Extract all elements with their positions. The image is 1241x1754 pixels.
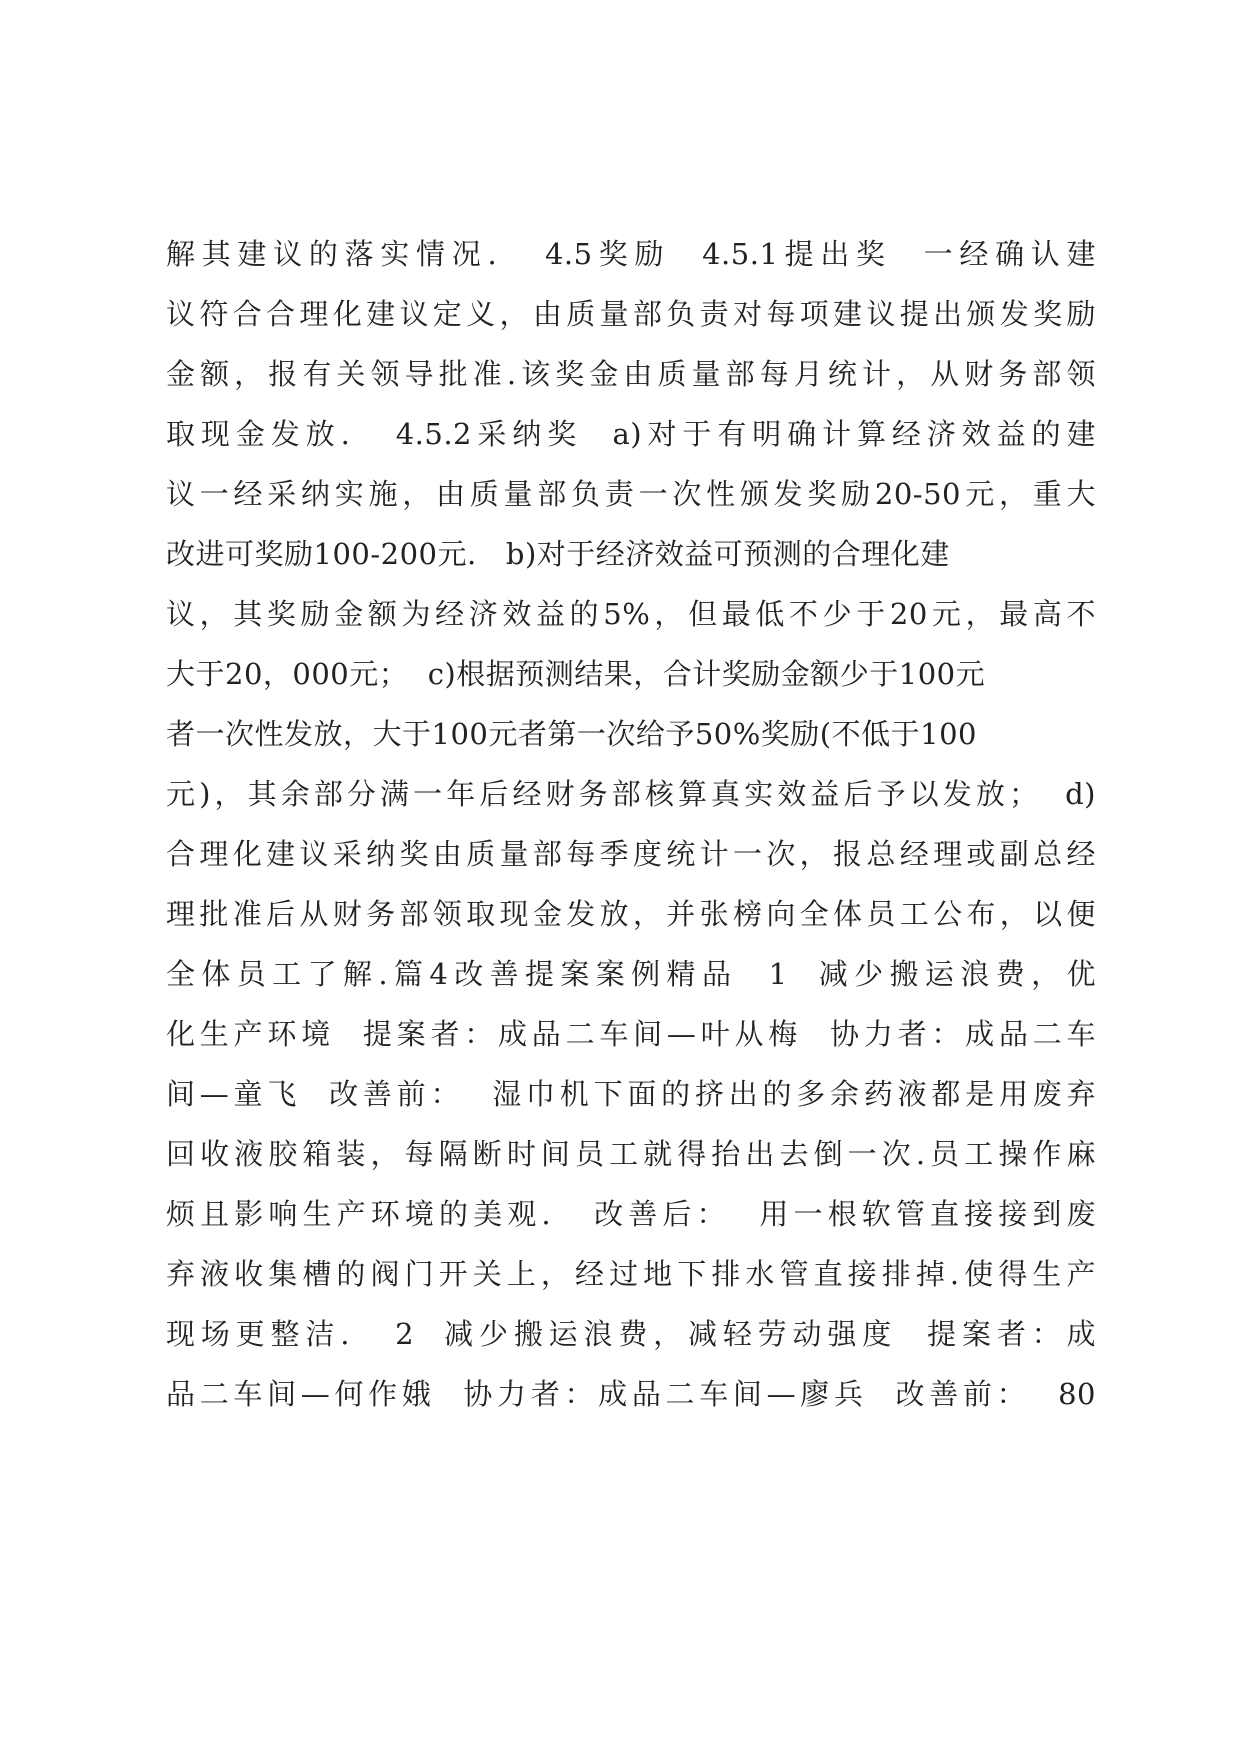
text-line: 金额，报有关领导批准.该奖金由质量部每月统计，从财务部领 xyxy=(166,357,1096,391)
text-line: 取现金发放. 4.5.2采纳奖 a)对于有明确计算经济效益的建 xyxy=(166,417,1096,451)
text-line: 现场更整洁. 2 减少搬运浪费，减轻劳动强度 提案者：成 xyxy=(166,1317,1096,1351)
text-line: 者一次性发放，大于100元者第一次给予50%奖励(不低于100 xyxy=(166,717,977,751)
text-line: 议一经采纳实施，由质量部负责一次性颁发奖励20-50元，重大 xyxy=(166,477,1096,511)
text-line: 合理化建议采纳奖由质量部每季度统计一次，报总经理或副总经 xyxy=(166,837,1096,871)
body-text xyxy=(166,224,1096,1424)
text-line: 弃液收集槽的阀门开关上，经过地下排水管直接排掉.使得生产 xyxy=(166,1257,1096,1291)
text-line: 全体员工了解.篇4改善提案案例精品 1 减少搬运浪费，优 xyxy=(166,957,1096,991)
text-line: 元)，其余部分满一年后经财务部核算真实效益后予以发放； d) xyxy=(166,777,1096,811)
text-line: 间—童飞 改善前： 湿巾机下面的挤出的多余药液都是用废弃 xyxy=(166,1077,1096,1111)
text-line: 品二车间—何作娥 协力者：成品二车间—廖兵 改善前： 80 xyxy=(166,1377,1096,1411)
text-line: 化生产环境 提案者：成品二车间—叶从梅 协力者：成品二车 xyxy=(166,1017,1096,1051)
text-line: 解其建议的落实情况. 4.5奖励 4.5.1提出奖 一经确认建 xyxy=(166,237,1096,271)
text-line: 改进可奖励100-200元. b)对于经济效益可预测的合理化建 xyxy=(166,537,950,571)
text-line: 回收液胶箱装，每隔断时间员工就得抬出去倒一次.员工操作麻 xyxy=(166,1137,1096,1171)
text-line: 烦且影响生产环境的美观. 改善后： 用一根软管直接接到废 xyxy=(166,1197,1096,1231)
text-line: 议，其奖励金额为经济效益的5%，但最低不少于20元，最高不 xyxy=(166,597,1096,631)
text-line: 理批准后从财务部领取现金发放，并张榜向全体员工公布，以便 xyxy=(166,897,1096,931)
text-line: 议符合合理化建议定义，由质量部负责对每项建议提出颁发奖励 xyxy=(166,297,1096,331)
text-line: 大于20，000元； c)根据预测结果，合计奖励金额少于100元 xyxy=(166,657,986,691)
